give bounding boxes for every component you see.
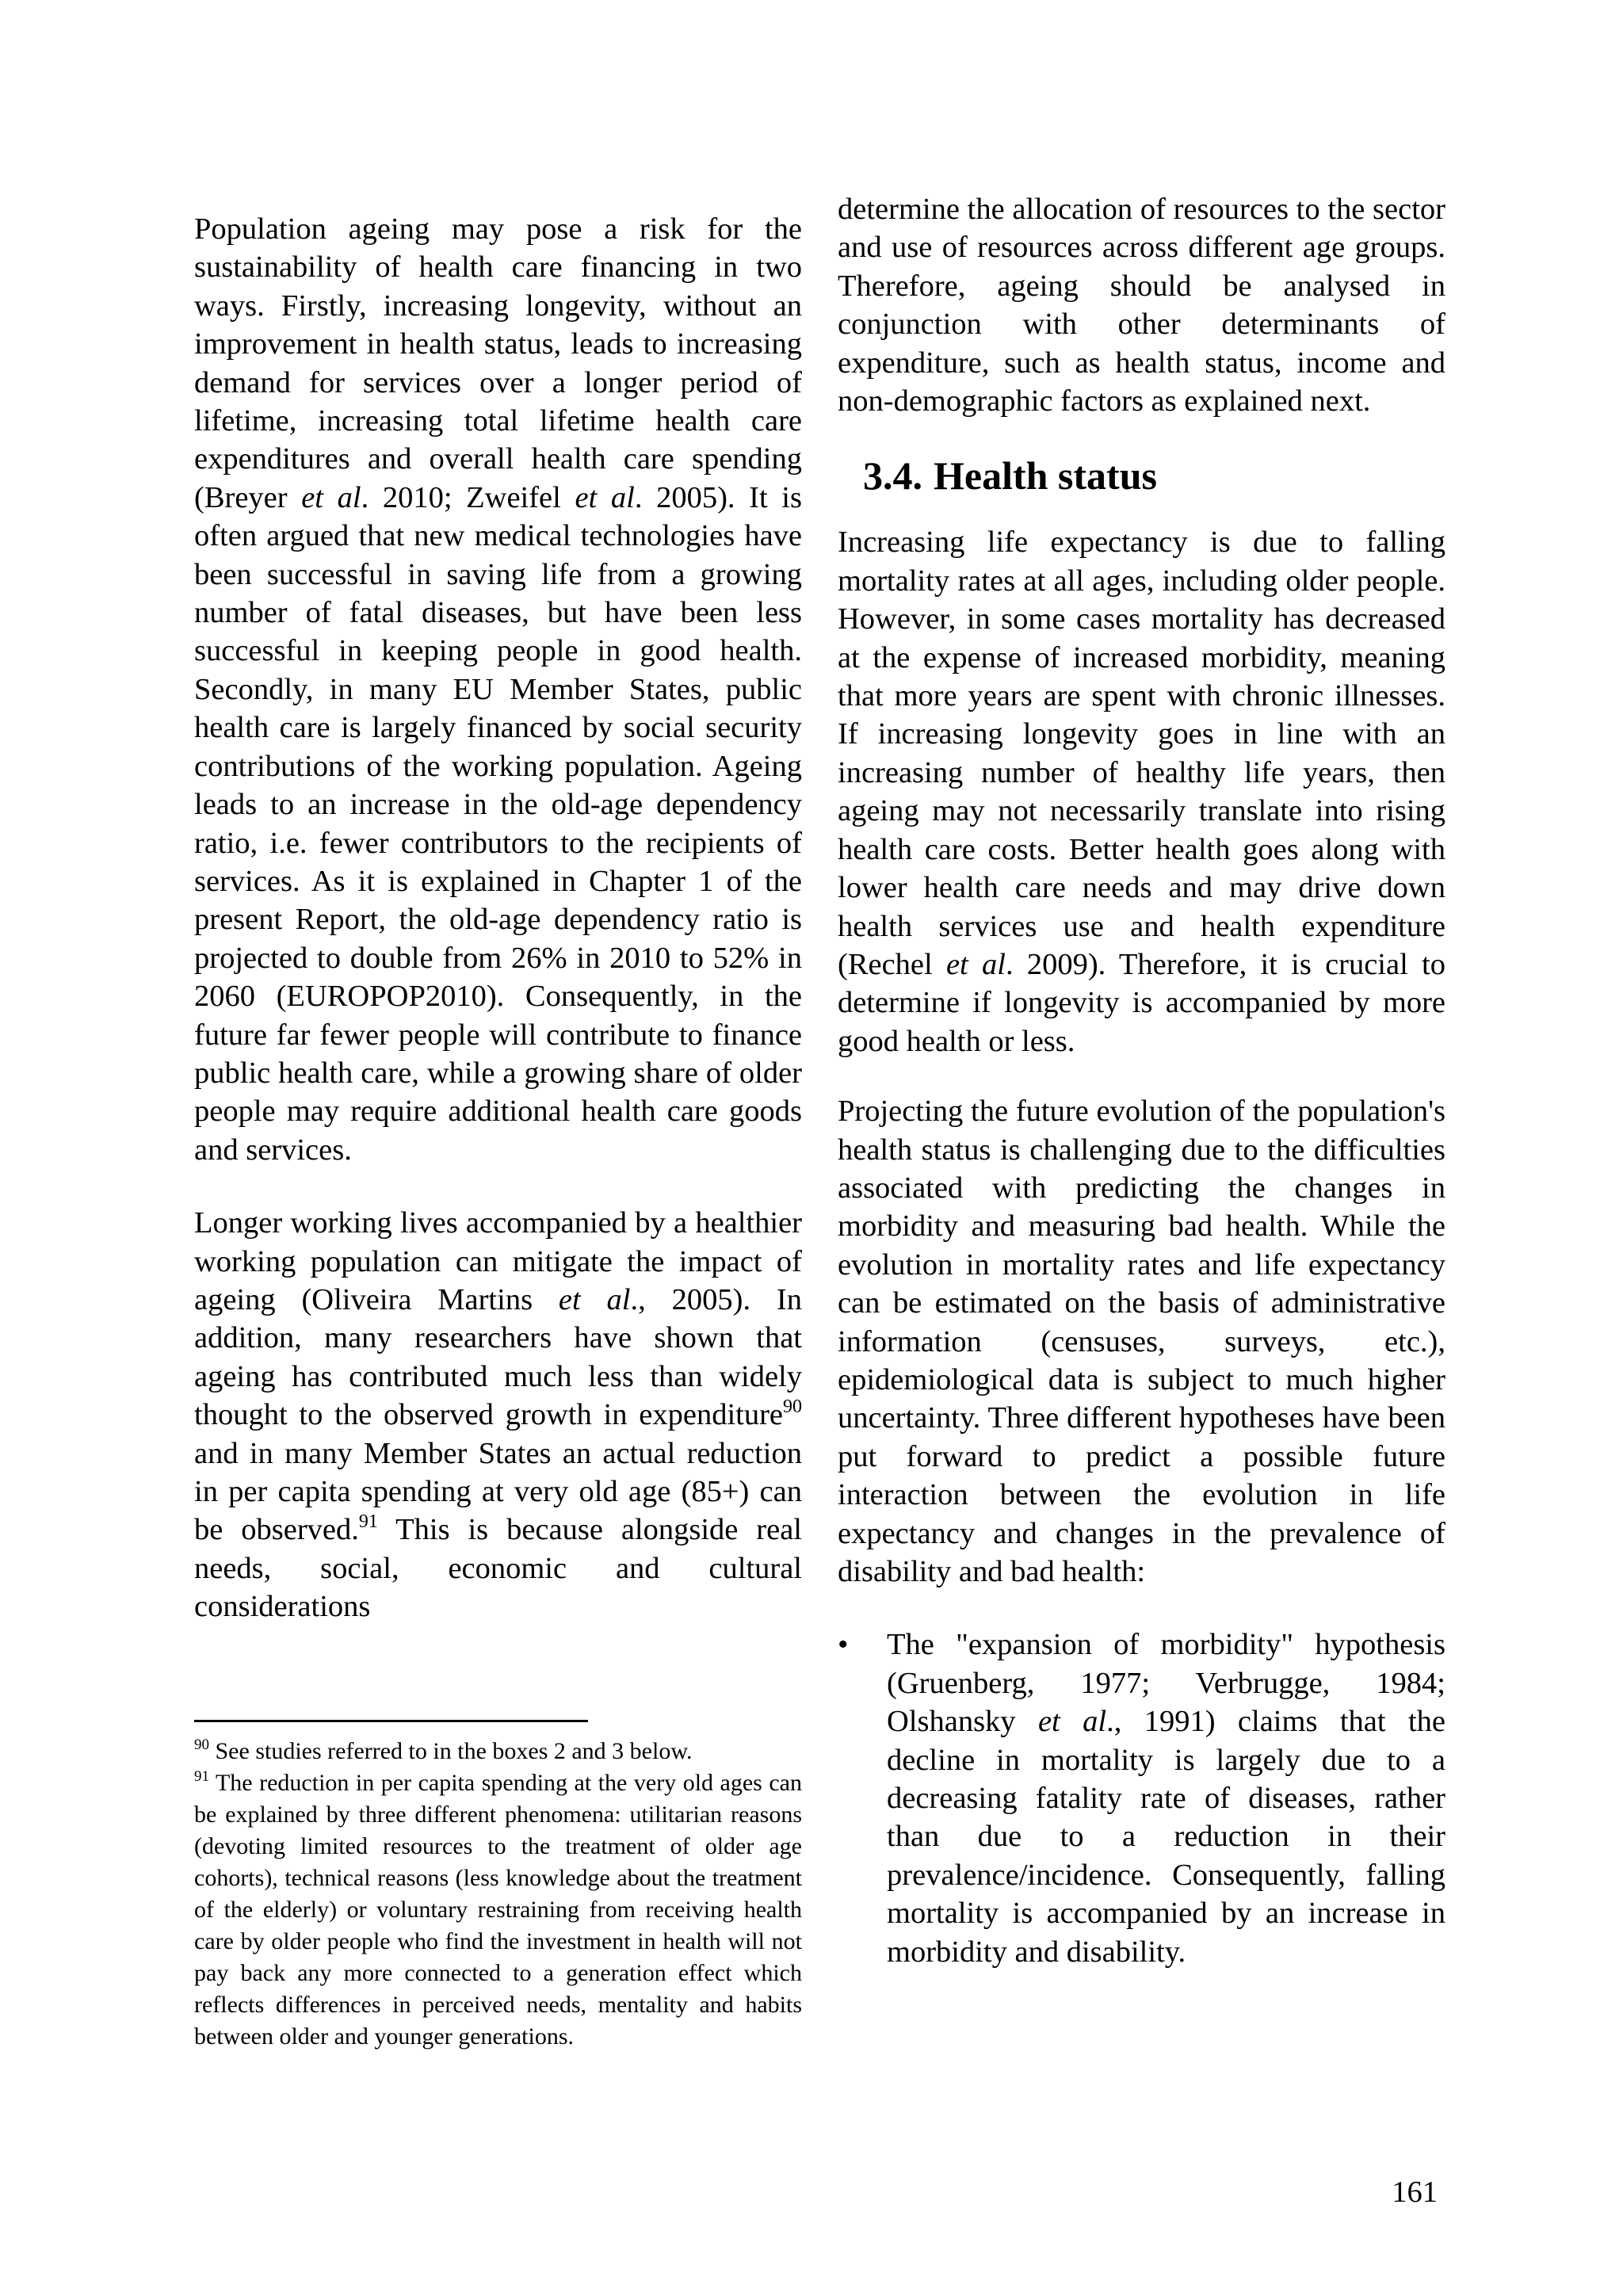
footnote-separator xyxy=(194,1720,588,1722)
footnote-90 xyxy=(194,1736,802,1767)
paragraph-text: and in many Member States an actual reduction in per capita spending at very old age (85+) can be observed. xyxy=(194,1436,802,1547)
section-title: Health status xyxy=(934,453,1157,499)
paragraph-longer-working-lives xyxy=(194,1204,802,1626)
bullet-paragraph xyxy=(887,1626,1445,1971)
hypotheses-list xyxy=(838,1626,1445,1971)
section-heading xyxy=(863,452,1445,499)
footnotes xyxy=(194,1736,802,2053)
bullet-icon: • xyxy=(838,1628,849,1662)
italic-et-al: et al xyxy=(575,480,635,514)
paragraph-text: ., 1991) claims that the decline in mortality is largely due to a decreasing fatality rate of diseases, rather than due to a reduction in their prevalence/incidence. Consequently, falling mortality is accompanied by an increase in morbidity and disability. xyxy=(887,1705,1445,1969)
italic-et-al: et al xyxy=(558,1282,631,1316)
footnote-number: 90 xyxy=(194,1736,209,1753)
footnote-ref-90[interactable]: 90 xyxy=(783,1396,802,1418)
paragraph-text: Increasing life expectancy is due to falling mortality rates at all ages, including older people. However, in some cases mortality has decreased at the expense of increased morbidity, meaning that more years are spent with chronic illnesses. If increasing longevity goes in line with an increasing number of healthy life years, then ageing may not necessarily translate into rising health care costs. Better health goes along with lower health care needs and may drive down health services use and health expenditure (Rechel xyxy=(838,525,1445,981)
footnote-number: 91 xyxy=(194,1768,209,1785)
page-number: 161 xyxy=(1392,2176,1438,2209)
section-number: 3.4. xyxy=(863,453,922,499)
paragraph-population-ageing xyxy=(194,210,802,1169)
paragraph-text: Population ageing may pose a risk for the sustainability of health care financing in two ways. Firstly, increasing longevity, without an improvement in health status, leads to increasing demand for services over a longer period of lifetime, increasing total lifetime health care expenditures and overall health care spending (Breyer xyxy=(194,212,802,514)
italic-et-al: et al xyxy=(945,947,1006,981)
paragraph-text: The "expansion of morbidity" hypothesis (Gruenberg, 1977; Verbrugge, 1984; Olshansky xyxy=(887,1628,1445,1739)
italic-et-al: et al xyxy=(301,480,361,514)
footnote-text: See studies referred to in the boxes 2 and 3 below. xyxy=(209,1738,693,1764)
paragraph-text: This is because alongside real needs, social, economic and cultural considerations xyxy=(194,1513,802,1624)
right-column xyxy=(838,190,1445,1971)
paragraph-projecting: Projecting the future evolution of the population's health status is challenging due to the difficulties associated with predicting the changes in morbidity and measuring bad health. While the evolution in mortality rates and life expectancy can be estimated on the basis of administrative information (censuses, surveys, etc.), epidemiological data is subject to much higher uncertainty. Three different hypotheses have been put forward to predict a possible future interaction between the evolution in life expectancy and changes in the prevalence of disability and bad health: xyxy=(838,1095,1445,1588)
paragraph-text: Longer working lives accompanied by a healthier working population can mitigate the impact of ageing (Oliveira Martins xyxy=(194,1206,802,1316)
footnote-91 xyxy=(194,1767,802,2053)
paragraph-text: . 2009). Therefore, it is crucial to determine if longevity is accompanied by more good health or less. xyxy=(838,947,1445,1058)
left-column xyxy=(194,190,802,1626)
paragraph-text: . 2005). It is often argued that new medical technologies have been successful in saving life from a growing number of fatal diseases, but have been less successful in keeping people in good health. Secondly, in many EU Member States, public health care is largely financed by social security contributions of the working population. Ageing leads to an increase in the old-age dependency ratio, i.e. fewer contributors to the recipients of services. As it is explained in Chapter 1 of the present Report, the old-age dependency ratio is projected to double from 26% in 2010 to 52% in 2060 (EUROPOP2010). Consequently, in the future far fewer people will contribute to finance public health care, while a growing share of older people may require additional health care goods and services. xyxy=(194,480,802,1167)
footnote-ref-91[interactable]: 91 xyxy=(358,1511,378,1533)
paragraph-continuation: determine the allocation of resources to the sector and use of resources across different age groups. Therefore, ageing should be analysed in conjunction with other determinants of expenditure, such as health status, income and non-demographic factors as explained next. xyxy=(838,193,1445,418)
footnote-text: The reduction in per capita spending at the very old ages can be explained by three different phenomena: utilitarian reasons (devoting limited resources to the treatment of older age cohorts), technical reasons (less knowledge about the treatment of the elderly) or voluntary restraining from receiving health care by older people who find the investment in health will not pay back any more connected to a generation effect which reflects differences in perceived needs, mentality and habits between older and younger generations. xyxy=(194,1770,802,2050)
paragraph-text: ., 2005). In addition, many researchers have shown that ageing has contributed much less than widely thought to the observed growth in expenditure xyxy=(194,1282,802,1432)
paragraph-life-expectancy xyxy=(838,523,1445,1060)
paragraph-text: . 2010; Zweifel xyxy=(361,480,575,514)
italic-et-al: et al xyxy=(1037,1705,1107,1739)
list-item xyxy=(838,1626,1445,1971)
